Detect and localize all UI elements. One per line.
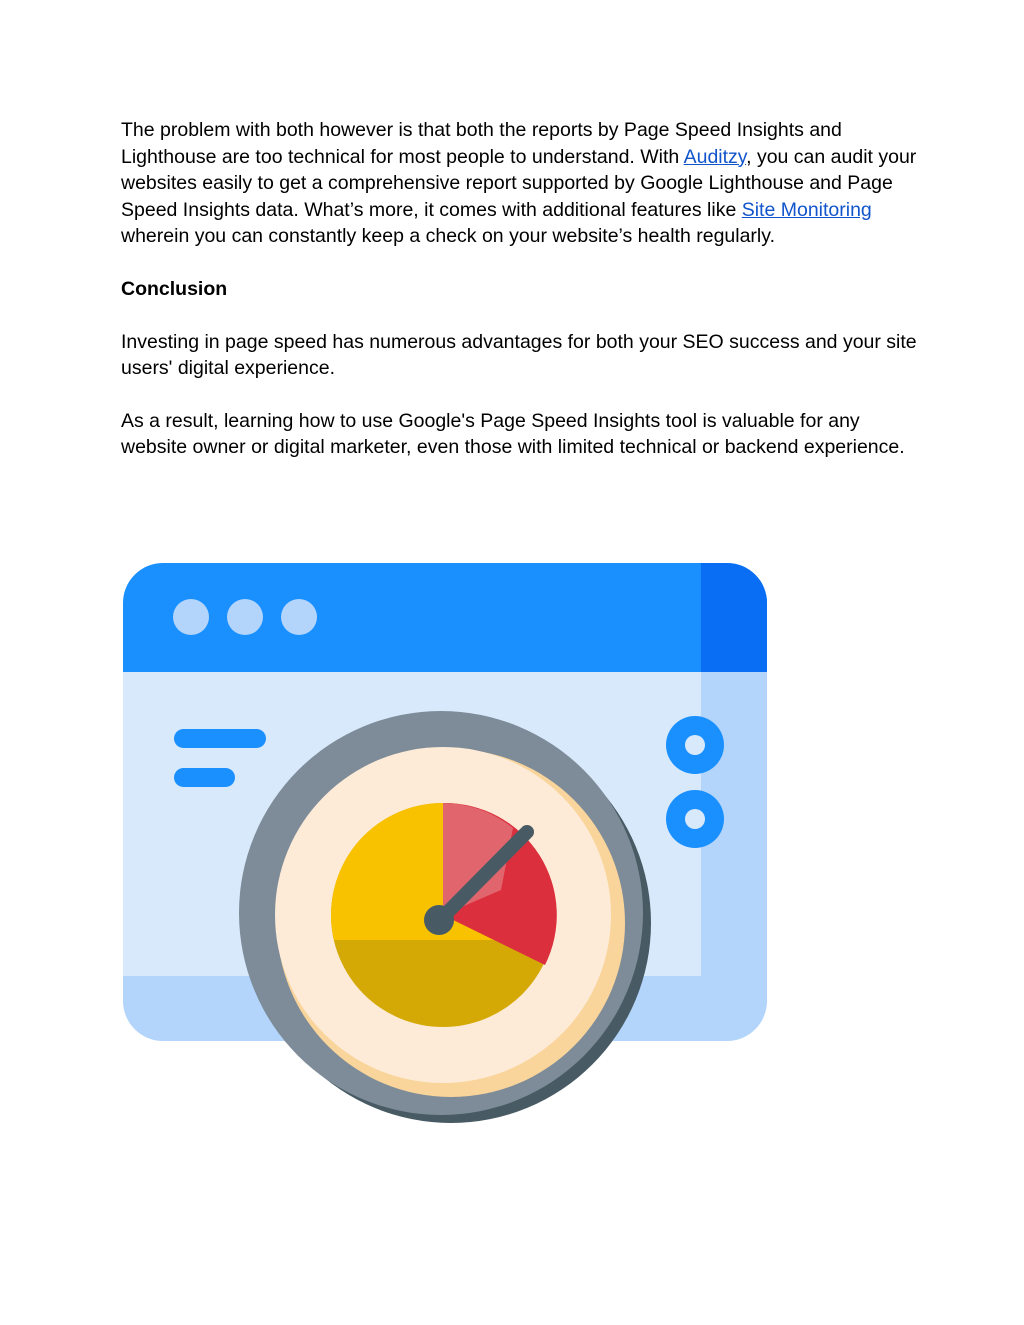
window-dot-icon [227,599,263,635]
speed-browser-illustration [121,560,771,1125]
conclusion-heading: Conclusion [121,277,228,300]
auditzy-link[interactable]: Auditzy [683,145,747,168]
paragraph-intro-text-2: , you can audit your websites easily to get a comprehensive report supported by Google Lighthouse and Page Speed Insights data. What’s more, it comes with additional features like [121,145,917,221]
paragraph-intro-text-1: The problem with both however is that both the reports by Page Speed Insights and Lighthouse are too technical for most people to understand. With [121,119,842,168]
paragraph-intro [121,117,921,250]
site-monitoring-link[interactable]: Site Monitoring [741,198,872,221]
window-dot-icon [173,599,209,635]
paragraph-investing: Investing in page speed has numerous advantages for both your SEO success and your site users' digital experience. [121,330,917,380]
window-dot-icon [281,599,317,635]
text-line-icon [174,768,235,787]
paragraph-result: As a result, learning how to use Google's Page Speed Insights tool is valuable for any website owner or digital marketer, even those with limited technical or backend experience. [121,409,905,459]
text-line-icon [174,729,266,748]
document-body [121,117,921,461]
paragraph-intro-text-3: wherein you can constantly keep a check on your website’s health regularly. [121,225,775,248]
